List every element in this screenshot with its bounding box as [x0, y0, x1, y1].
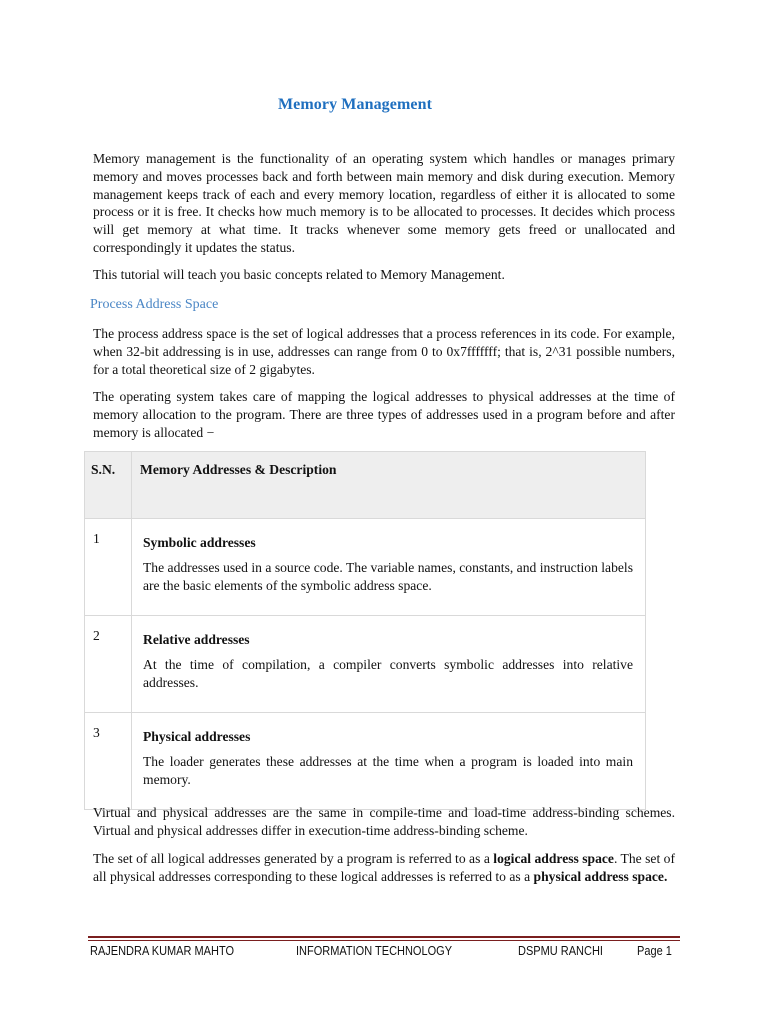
- section-paragraph-2: The operating system takes care of mapping the logical addresses to physical addresses at the time of memory allocation to the program. There are three types of addresses used in a program before and after memory is allocated −: [93, 389, 675, 440]
- closing-paragraph-1: Virtual and physical addresses are the same in compile-time and load-time address-binding schemes. Virtual and physical addresses differ in execution-time address-binding scheme.: [93, 805, 675, 838]
- row-description: At the time of compilation, a compiler converts symbolic addresses into relative addresses.: [143, 657, 633, 690]
- table-row: [85, 616, 646, 713]
- row-content: [132, 616, 646, 713]
- physical-address-space-term: physical address space.: [533, 868, 668, 884]
- table-header-row: [85, 452, 646, 519]
- column-header-sn: S.N.: [85, 452, 132, 519]
- closing-text-c: . The set of all physical addresses corresponding to these logical addresses is referred to as a: [93, 851, 675, 884]
- row-title: Physical addresses: [143, 729, 251, 744]
- row-title: Relative addresses: [143, 632, 250, 647]
- row-content: [132, 519, 646, 616]
- row-number: 3: [85, 713, 132, 810]
- footer-institution: DSPMU RANCHI: [518, 944, 603, 958]
- footer-page-number: Page 1: [637, 944, 672, 958]
- row-title: Symbolic addresses: [143, 535, 256, 550]
- closing-paragraph-2: [93, 850, 675, 886]
- table-row: [85, 519, 646, 616]
- section-heading: Process Address Space: [90, 297, 219, 312]
- footer-author: RAJENDRA KUMAR MAHTO: [90, 944, 235, 958]
- address-types-table: [84, 451, 646, 810]
- row-number: 1: [85, 519, 132, 616]
- intro-paragraph-1: Memory management is the functionality of an operating system which handles or manages primary memory and moves processes back and forth between main memory and disk during execution. Memory management keeps track of each and every memory location, regardless of either it is allocated to some process or it is free. It checks how much memory is to be allocated to processes. It decides which process will get memory at what time. It tracks whenever some memory gets freed or unallocated and correspondingly it updates the status.: [93, 151, 675, 255]
- footer-rule: [88, 936, 680, 938]
- section-paragraph-1: The process address space is the set of logical addresses that a process references in its code. For example, when 32-bit addressing is in use, addresses can range from 0 to 0x7fffffff; that is, 2^31 possible numbers, for a total theoretical size of 2 gigabytes.: [93, 326, 675, 377]
- intro-paragraph-2: This tutorial will teach you basic concepts related to Memory Management.: [93, 267, 505, 282]
- row-description: The addresses used in a source code. The variable names, constants, and instruction labels are the basic elements of the symbolic address space.: [143, 560, 633, 593]
- column-header-description: Memory Addresses & Description: [132, 452, 646, 519]
- row-content: [132, 713, 646, 810]
- footer-department: INFORMATION TECHNOLOGY: [296, 944, 453, 958]
- logical-address-space-term: logical address space: [493, 851, 614, 866]
- table-row: [85, 713, 646, 810]
- page-title: Memory Management: [277, 96, 433, 113]
- footer-rule-thin: [88, 940, 680, 941]
- row-description: The loader generates these addresses at the time when a program is loaded into main memory.: [143, 754, 633, 787]
- row-number: 2: [85, 616, 132, 713]
- closing-text-a: The set of all logical addresses generated by a program is referred to as a: [93, 851, 494, 866]
